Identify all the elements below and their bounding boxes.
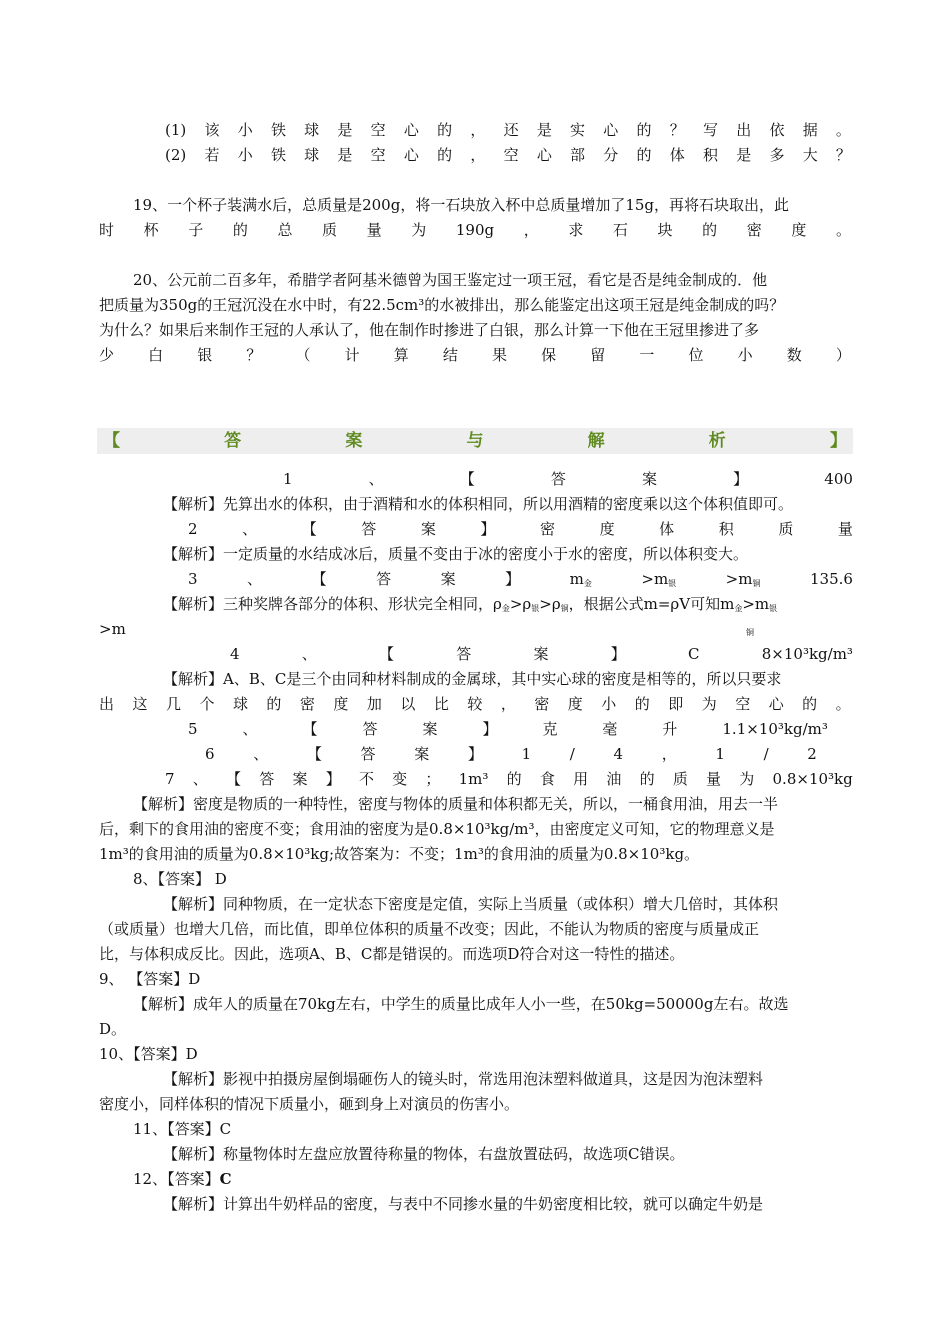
text-token: 、 <box>247 570 263 588</box>
answer-12-head: 12、【答案】C <box>133 1170 232 1188</box>
text-token: 以 <box>400 695 416 713</box>
text-token: 加 <box>366 695 382 713</box>
text-token: ， <box>470 146 486 164</box>
text-token: 时 <box>99 221 115 239</box>
text-token: 多 <box>769 146 785 164</box>
text-token: 解 <box>587 431 605 451</box>
text-token: 小 <box>737 346 753 364</box>
answer-7-analysis-2: 后，剩下的食用油的密度不变；食用油的密度为是0.8×10³kg/m³，由密度定义可知，它的物理意义是 <box>99 820 775 838</box>
answer-3-analysis: 【解析】三种奖牌各部分的体积、形状完全相同，$\rho_金>\rho_银>\rho_铜$，根据公式m=ρV可知$m_金>m_银$ <box>163 595 778 613</box>
text-token: 【 <box>301 520 317 538</box>
text-token: 克 <box>542 720 558 738</box>
text-token: 答 <box>224 431 242 451</box>
text-token: 度 <box>599 520 615 538</box>
text-token: 】 <box>733 470 749 488</box>
answer-7-analysis-3: 1m³的食用油的质量为0.8×10³kg;故答案为：不变；1m³的食用油的质量为0.8×10³kg。 <box>99 845 700 863</box>
answer-3-analysis-tail: >m 铜 <box>99 620 754 638</box>
text-token: 答 <box>360 745 376 763</box>
text-token: 0.8×10³kg <box>772 770 853 788</box>
answer-11-head: 11、【答案】C <box>133 1120 232 1138</box>
text-token: 出 <box>736 121 752 139</box>
text-token: 7 <box>165 770 175 788</box>
text-token: 小 <box>237 146 253 164</box>
text-token: 、 <box>192 770 208 788</box>
text-token: 。 <box>835 121 851 139</box>
text-token: ？ <box>669 121 685 139</box>
text-token: 密 <box>746 221 762 239</box>
text-token: ） <box>835 346 851 364</box>
answer-3-m-copper: $>m_铜$ <box>725 570 761 588</box>
text-token: 若 <box>204 146 220 164</box>
text-token: 案 <box>414 745 430 763</box>
text-token: 的 <box>636 146 652 164</box>
answer-2-analysis: 【解析】一定质量的水结成冰后，质量不变由于冰的密度小于水的密度，所以体积变大。 <box>163 545 749 563</box>
answer-9-analysis-2: D。 <box>99 1020 127 1038</box>
text-token: ？ <box>246 346 262 364</box>
text-token: 依 <box>769 121 785 139</box>
text-token: 答 <box>550 470 566 488</box>
text-token: 与 <box>466 431 484 451</box>
text-token: 质 <box>672 770 688 788</box>
q20-line2: 把质量为350g的王冠沉没在水中时，有22.5cm³的水被排出，那么能鉴定出这项王冠是纯金制成的吗？ <box>99 296 785 314</box>
text-token: 为 <box>739 770 755 788</box>
answer-7-head <box>165 767 853 791</box>
text-token: 、 <box>368 470 384 488</box>
text-token: 数 <box>786 346 802 364</box>
answer-9-head: 9、 【答案】D <box>99 970 201 988</box>
answer-10-head: 10、【答案】D <box>99 1045 198 1063</box>
text-token: 】 <box>482 720 498 738</box>
text-token: 度 <box>791 221 807 239</box>
answer-1-analysis: 【解析】先算出水的体积，由于酒精和水的体积相同，所以用酒精的密度乘以这个体积值即可。 <box>163 495 794 513</box>
text-token: 果 <box>492 346 508 364</box>
text-token: 是 <box>337 146 353 164</box>
text-token: 体 <box>669 146 685 164</box>
text-token: 的 <box>802 695 818 713</box>
answer-8-analysis-2: （或质量）也增大几倍，而比值，即单位体积的质量不改变；因此，不能认为物质的密度与质量成正 <box>99 920 760 938</box>
text-token: 】 <box>467 745 483 763</box>
answer-8-analysis-3: 比，与体积成反比。因此，选项A、B、C都是错误的。而选项D符合对这一特性的描述。 <box>99 945 685 963</box>
text-token: 少 <box>99 346 115 364</box>
text-token: (2) <box>165 146 187 164</box>
text-token: ； <box>425 770 441 788</box>
text-token: 【 <box>379 645 395 663</box>
text-token: 答 <box>376 570 392 588</box>
text-token: 心 <box>603 121 619 139</box>
text-token: 实 <box>570 121 586 139</box>
text-token: 1 <box>283 470 293 488</box>
text-token: C <box>688 645 700 663</box>
text-token: 3 <box>188 570 198 588</box>
text-token: 量 <box>366 221 382 239</box>
text-token: 】 <box>480 520 496 538</box>
text-token: 2 <box>188 520 198 538</box>
text-token: 部 <box>570 146 586 164</box>
text-token: 析 <box>708 431 726 451</box>
text-token: 质 <box>322 221 338 239</box>
text-token: 的 <box>639 770 655 788</box>
text-token: 的 <box>506 770 522 788</box>
text-token: 1.1×10³kg/m³ <box>722 720 828 738</box>
text-token: 保 <box>541 346 557 364</box>
text-token: 比 <box>433 695 449 713</box>
text-token: 积 <box>702 146 718 164</box>
q19-line1: 19、一个杯子装满水后，总质量是200g，将一石块放入杯中总质量增加了15g，再将石块取出，此 <box>133 196 790 214</box>
text-token: 写 <box>702 121 718 139</box>
text-token: 5 <box>188 720 198 738</box>
answer-7-analysis-1: 【解析】密度是物质的一种特性，密度与物体的质量和体积都无关，所以，一桶食用油，用去一半 <box>133 795 779 813</box>
text-token: 总 <box>277 221 293 239</box>
text-token: 位 <box>688 346 704 364</box>
text-token: 较 <box>467 695 483 713</box>
text-token: 的 <box>437 146 453 164</box>
text-token: 度 <box>567 695 583 713</box>
text-token: 答 <box>259 770 275 788</box>
text-token: 质 <box>778 520 794 538</box>
text-token: 球 <box>304 121 320 139</box>
answer-9-analysis-1: 【解析】成年人的质量在70kg左右，中学生的质量比成年人小一些，在50kg=50000g左右。故选 <box>133 995 789 1013</box>
text-token: 银 <box>197 346 213 364</box>
text-token: 据 <box>802 121 818 139</box>
text-token: 食 <box>539 770 555 788</box>
q18-part2 <box>165 143 851 167</box>
text-token: 【 <box>306 745 322 763</box>
q20-line4 <box>99 343 851 367</box>
text-token: 铁 <box>270 121 286 139</box>
text-token: ， <box>470 121 486 139</box>
text-token: 这 <box>132 695 148 713</box>
text-token: (1) <box>165 121 187 139</box>
answer-4-analysis-1: 【解析】A、B、C是三个由同种材料制成的金属球，其中实心球的密度是相等的，所以只要求 <box>163 670 782 688</box>
text-token: 心 <box>536 146 552 164</box>
text-token: 还 <box>503 121 519 139</box>
text-token: 量 <box>837 520 853 538</box>
answer-12-analysis: 【解析】计算出牛奶样品的密度，与表中不同掺水量的牛奶密度相比较，就可以确定牛奶是 <box>163 1195 764 1213</box>
text-token: 。 <box>835 221 851 239</box>
text-token: / <box>569 745 575 763</box>
text-token: 度 <box>333 695 349 713</box>
text-token: 400 <box>824 470 853 488</box>
text-token: 【 <box>103 431 120 451</box>
q19-line2 <box>99 218 851 242</box>
text-token: 空 <box>503 146 519 164</box>
text-token: 结 <box>442 346 458 364</box>
text-token: 小 <box>601 695 617 713</box>
answer-3-head <box>188 567 853 591</box>
text-token: 杯 <box>143 221 159 239</box>
text-token: 4 <box>613 745 624 763</box>
text-token: 】 <box>829 431 847 451</box>
text-token: ， <box>500 695 516 713</box>
text-token: 个 <box>199 695 215 713</box>
text-token: 【 <box>302 720 318 738</box>
text-token: 案 <box>420 520 436 538</box>
text-token: 答 <box>362 720 378 738</box>
text-token: 大 <box>802 146 818 164</box>
text-token: 算 <box>393 346 409 364</box>
text-token: ， <box>523 221 539 239</box>
text-token: 心 <box>768 695 784 713</box>
text-token: ？ <box>835 146 851 164</box>
text-token: 铁 <box>270 146 286 164</box>
text-token: 答 <box>456 645 472 663</box>
answer-3-m-gold: $m_金$ <box>569 570 592 588</box>
text-token: 石 <box>612 221 628 239</box>
text-token: 即 <box>668 695 684 713</box>
text-token: 的 <box>702 221 718 239</box>
answer-5-head <box>188 717 828 741</box>
text-token: 留 <box>590 346 606 364</box>
answer-8-analysis-1: 【解析】同种物质，在一定状态下密度是定值，实际上当质量（或体积）增大几倍时，其体积 <box>163 895 779 913</box>
text-token: 密 <box>299 695 315 713</box>
text-token: 子 <box>188 221 204 239</box>
text-token: 一 <box>639 346 655 364</box>
text-token: 的 <box>634 695 650 713</box>
text-token: 分 <box>603 146 619 164</box>
text-token: 【 <box>459 470 475 488</box>
answer-6-head <box>205 742 817 766</box>
answer-4-analysis-2 <box>99 692 851 716</box>
text-token: 案 <box>642 470 658 488</box>
text-token: 8×10³kg/m³ <box>761 645 853 663</box>
text-token: 】 <box>505 570 521 588</box>
text-token: 的 <box>636 121 652 139</box>
text-token: 是 <box>736 146 752 164</box>
text-token: 的 <box>266 695 282 713</box>
text-token: 】 <box>610 645 626 663</box>
text-token: 空 <box>370 121 386 139</box>
q18-part1 <box>165 118 851 142</box>
text-token: 心 <box>403 121 419 139</box>
text-token: 空 <box>735 695 751 713</box>
text-token: 、 <box>242 520 258 538</box>
text-token: 为 <box>411 221 427 239</box>
answer-1-head <box>283 467 853 491</box>
text-token: 心 <box>403 146 419 164</box>
text-token: 1 <box>521 745 532 763</box>
text-token: （ <box>295 346 311 364</box>
text-token: 小 <box>237 121 253 139</box>
text-token: 体 <box>659 520 675 538</box>
answer-2-head <box>188 517 853 541</box>
text-token: 1 <box>715 745 725 763</box>
text-token: 、 <box>242 720 258 738</box>
text-token: 密 <box>540 520 556 538</box>
text-token: 出 <box>99 695 115 713</box>
text-token: 1m³ <box>458 770 489 788</box>
text-token: 案 <box>292 770 308 788</box>
text-token: 是 <box>337 121 353 139</box>
text-token: 】 <box>325 770 341 788</box>
text-token: 是 <box>536 121 552 139</box>
text-token: 、 <box>301 645 317 663</box>
text-token: 的 <box>232 221 248 239</box>
answer-3-value: 135.6 <box>809 570 853 588</box>
q20-line3: 为什么？如果后来制作王冠的人承认了，他在制作时掺进了白银，那么计算一下他在王冠里掺进了多 <box>99 321 760 339</box>
text-token: 球 <box>232 695 248 713</box>
text-token: 油 <box>606 770 622 788</box>
text-token: 【 <box>311 570 327 588</box>
answers-banner <box>97 428 853 454</box>
text-token: 6 <box>205 745 215 763</box>
answer-3-m-silver: $>m_银$ <box>641 570 677 588</box>
text-token: 球 <box>304 146 320 164</box>
text-token: 【 <box>226 770 242 788</box>
text-token: 升 <box>662 720 678 738</box>
answer-8-head: 8、【答案】 D <box>133 870 227 888</box>
text-token: 190g <box>455 221 495 239</box>
text-token: / <box>763 745 769 763</box>
q20-line1: 20、公元前二百多年，希腊学者阿基米德曾为国王鉴定过一项王冠，看它是否是纯金制成的．他 <box>133 271 768 289</box>
text-token: 量 <box>706 770 722 788</box>
text-token: 4 <box>230 645 240 663</box>
text-token: 积 <box>718 520 734 538</box>
text-token: 计 <box>344 346 360 364</box>
text-token: 答 <box>361 520 377 538</box>
text-token: 不 <box>358 770 374 788</box>
answer-10-analysis-2: 密度小，同样体积的情况下质量小，砸到身上对演员的伤害小。 <box>99 1095 520 1113</box>
text-token: 。 <box>835 695 851 713</box>
text-token: 密 <box>534 695 550 713</box>
text-token: 毫 <box>602 720 618 738</box>
text-token: ， <box>661 745 677 763</box>
text-token: 空 <box>370 146 386 164</box>
text-token: 的 <box>437 121 453 139</box>
text-token: 变 <box>392 770 408 788</box>
text-token: 案 <box>422 720 438 738</box>
text-token: 几 <box>165 695 181 713</box>
text-token: 案 <box>345 431 363 451</box>
answer-4-head <box>230 642 853 666</box>
text-token: 、 <box>253 745 269 763</box>
text-token: 为 <box>701 695 717 713</box>
text-token: 该 <box>204 121 220 139</box>
text-token: 2 <box>807 745 817 763</box>
text-token: 块 <box>657 221 673 239</box>
text-token: 用 <box>573 770 589 788</box>
text-token: 案 <box>533 645 549 663</box>
answer-10-analysis-1: 【解析】影视中拍摄房屋倒塌砸伤人的镜头时，常选用泡沫塑料做道具，这是因为泡沫塑料 <box>163 1070 764 1088</box>
text-token: 求 <box>568 221 584 239</box>
text-token: 白 <box>148 346 164 364</box>
text-token: 案 <box>440 570 456 588</box>
answer-11-analysis: 【解析】称量物体时左盘应放置待称量的物体，右盘放置砝码，故选项C错误。 <box>163 1145 685 1163</box>
